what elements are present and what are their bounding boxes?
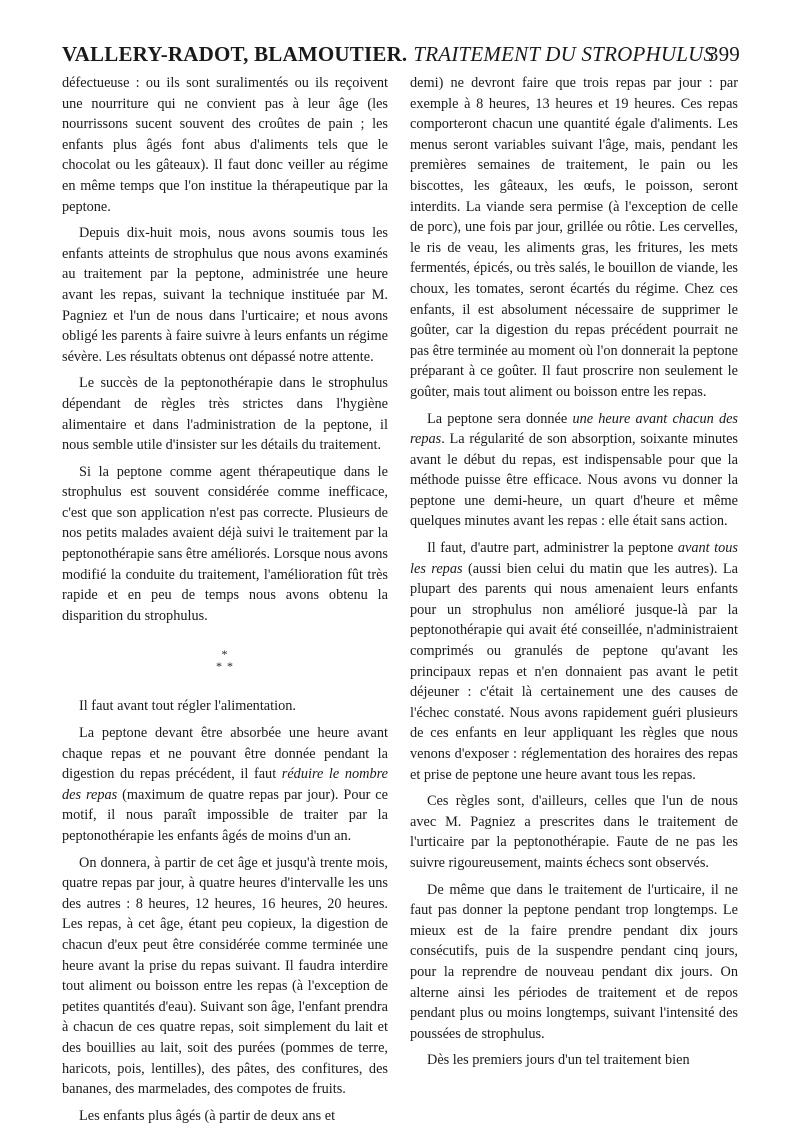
text-run: (maximum de quatre repas par jour). Pour ce motif, il nous paraît impossible de traiter par la peptonothérapie les enfants âgés de moins d'un an. [62, 786, 388, 844]
asterism-bottom: * * [216, 659, 234, 674]
header-authors: VALLERY-RADOT, BLAMOUTIER. [62, 42, 408, 66]
emphasis: réduire le nombre des repas [62, 766, 388, 803]
paragraph: Le succès de la peptonothérapie dans le strophulus dépendant de règles très strictes dans l'hygiène alimentaire et dans l'administration de la peptone, il nous semble utile d'insister sur les détails du traitement. [62, 375, 388, 454]
paragraph [410, 409, 738, 533]
text-run: La peptone sera donnée [427, 410, 573, 427]
right-column [410, 73, 738, 1077]
paragraph: Les enfants plus âgés (à partir de deux ans et [79, 1107, 336, 1124]
paragraph: Il faut avant tout régler l'alimentation. [79, 698, 296, 715]
left-column [62, 73, 388, 1132]
emphasis: une heure avant chacun des repas [410, 410, 738, 448]
text-run: La peptone devant être absorbée une heure avant chaque repas et ne pouvant être donnée pendant la digestion du repas précédent, il faut [62, 725, 388, 783]
paragraph: défectueuse : ou ils sont suralimentés ou ils reçoivent une nourriture qui ne convient pas à leur âge (les nourrissons sucent souvent des croûtes de pain ; les enfants plus âgés font abus d'aliments tels que le chocolat ou les gâteaux). Il faut donc veiller au régime en même temps que l'on institue la thérapeutique par la peptone. [62, 75, 388, 215]
text-run: . La régularité de son absorption, soixante minutes avant le début du repas, est indispensable pour que la méthode puisse être efficace. Nous avons vu donner la peptone une demi-heure, un quart d'heure et même quelques minutes avant les repas : elle était sans action. [410, 431, 738, 530]
paragraph: De même que dans le traitement de l'urticaire, il ne faut pas donner la peptone pendant trop longtemps. Le mieux est de la faire prendre pendant dix jours consécutifs, puis de la suspendre pendant cinq jours, pour la reprendre de nouveau pendant dix jours. On alterne ainsi les périodes de traitement et de repos pendant plus ou moins longtemps, suivant l'intensité des poussées de strophulus. [410, 881, 738, 1042]
asterism-top: * [221, 647, 229, 662]
paragraph: Ces règles sont, d'ailleurs, celles que l'un de nous avec M. Pagniez a prescrites dans le traitement de l'urticaire par la peptonothérapie. Faute de ne pas les suivre rigoureusement, maints échecs sont observés. [410, 793, 738, 871]
paragraph: Depuis dix-huit mois, nous avons soumis tous les enfants atteints de strophulus que nous avons examinés au traitement par la peptone, administrée une heure avant les repas, suivant la technique instituée par M. Pagniez et l'un de nous dans l'urticaire; et nous avons obligé les parents à faire suivre à leurs enfants un régime sévère. Les résultats obtenus ont dépassé notre attente. [62, 225, 388, 365]
emphasis: avant tous les repas [410, 540, 738, 577]
page-number: 399 [707, 42, 740, 66]
paragraph: Dès les premiers jours d'un tel traitement bien [427, 1052, 690, 1069]
paragraph: demi) ne devront faire que trois repas par jour : par exemple à 8 heures, 13 heures et 19 heures. Ces repas comporteront chacun une quantité égale d'aliments. Les menus seront variables suivant l'âge, mais, pendant les premières semaines de traitement, le pain ou les biscottes, les gâteaux, les œufs, le poisson, seront interdits. La viande sera permise (à l'exception de celle de porc), une fois par jour, grillée ou rôtie. Les cervelles, le ris de veau, les aliments gras, les fritures, les mets fermentés, épicés, ou très salés, le bouillon de viande, les choux, les tomates, seront écartés du régime. Chez ces enfants, il est absolument nécessaire de supprimer le goûter, car la digestion du repas précédent pourrait ne pas être terminée au moment où l'on donnerait la peptone préparant à ce goûter. Il faut proscrire non seulement le goûter, mais tout aliment ou boisson entre les repas. [410, 75, 738, 400]
paragraph [410, 538, 738, 785]
text-run: Il faut, d'autre part, administrer la peptone [427, 540, 678, 557]
text-run: (aussi bien celui du matin que les autres). La plupart des parents qui nous amenaient leurs enfants pour un strophulus non amélioré jusque-là par la peptonothérapie qui avait été conseillée, n'administraient comprimés ou granulés de peptone qu'avant les principaux repas et n'en donnaient pas avant le petit déjeuner : c'était là certainement une des causes de l'échec constaté. Nous avons rapidement guéri plusieurs de ces enfants en leur appliquant les règles que nous venons d'exposer : réglementation des horaires des repas et prise de peptone une heure avant tous les repas. [410, 560, 738, 783]
running-header [62, 38, 740, 70]
header-title: TRAITEMENT DU STROPHULUS [413, 42, 715, 66]
paragraph: Si la peptone comme agent thérapeutique dans le strophulus est souvent considérée comme inefficace, c'est que son application n'est pas correcte. Plusieurs de nos petits malades avaient déjà suivi le traitement par la peptonothérapie sans être améliorés. Lorsque nous avons modifié la conduite du traitement, l'amélioration fût très rapide et en peu de temps nous avons obtenu la disparition du strophulus. [62, 463, 388, 624]
asterism-divider [62, 648, 388, 672]
paragraph: On donnera, à partir de cet âge et jusqu'à trente mois, quatre repas par jour, à quatre heures d'intervalle les uns des autres : 8 heures, 12 heures, 16 heures, 20 heures. Les repas, à cet âge, étant peu copieux, la digestion de chacun d'eux peut être considérée comme terminée une heure avant la prise du repas suivant. Il faudra interdire tout aliment ou boisson entre les repas (à l'exception de petites quantités d'eau). Suivant son âge, l'enfant prendra à chacun de ces quatre repas, soit simplement du lait et des bouillies au lait, soit des purées (pommes de terre, haricots, pois, lentilles), des pâtes, des confitures, des bananes, des marmelades, des compotes de fruits. [62, 854, 388, 1098]
paragraph [62, 723, 388, 847]
